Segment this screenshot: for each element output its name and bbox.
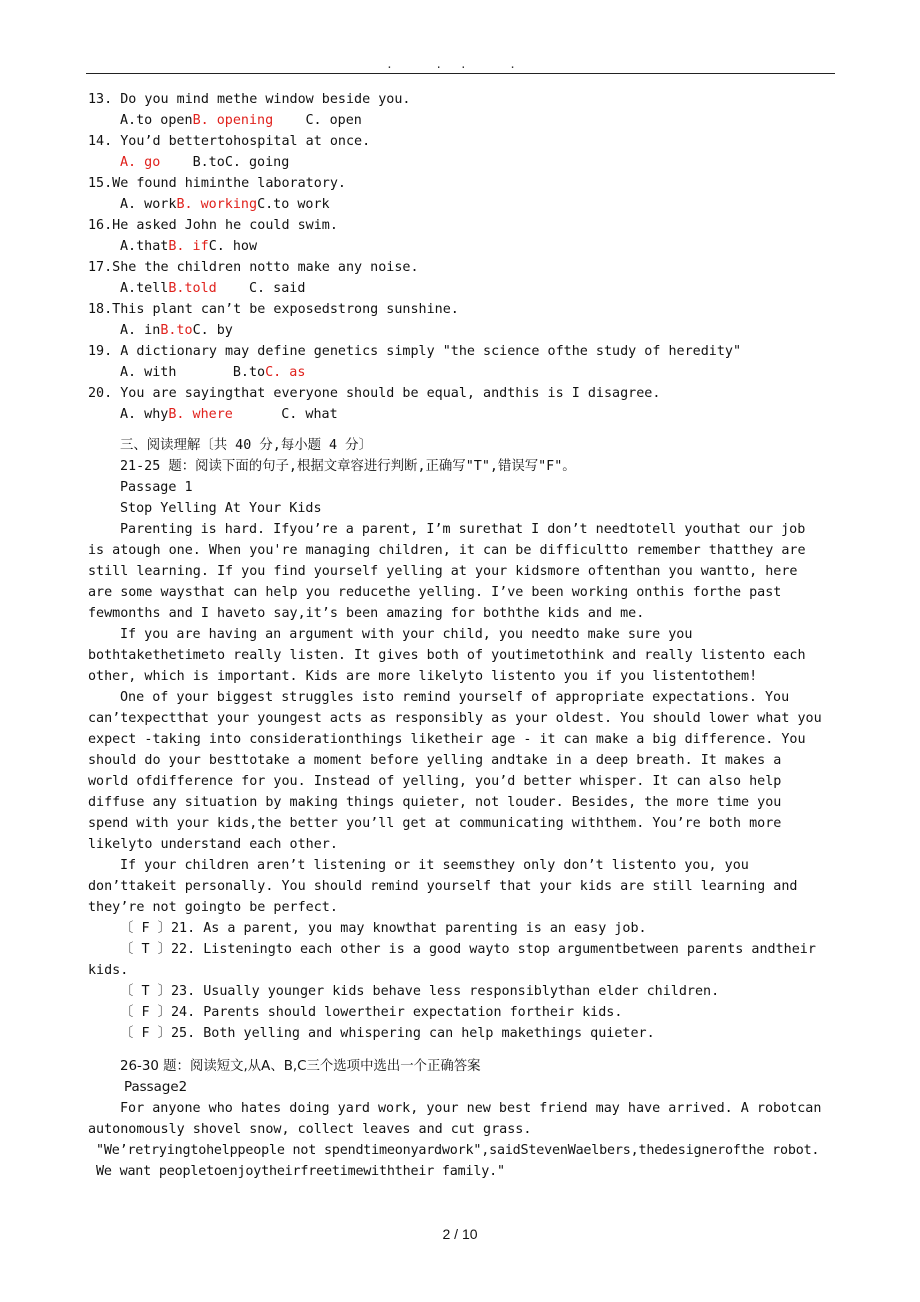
tf-item-22: 〔 T 〕22. Listeningto each other is a good wayto stop argumentbetween parents andtheir kids. [88,942,816,978]
tf-statement: 23. Usually younger kids behave less responsiblythan elder children. [170,984,720,999]
correct-option-b: B. if [168,239,209,254]
question-14-stem: 14. You’d bettertohospital at once. [88,134,371,149]
question-20-options [88,404,828,425]
question-17-options [88,278,828,299]
tf-item-25: 〔 F 〕25. Both yelling and whispering can help makethings quieter. [120,1026,655,1041]
header-dots: . .. . [386,58,534,71]
question-18-options [88,320,828,341]
tf-answer: T [141,942,150,957]
option-c: C.to work [257,197,330,212]
tf-answer: F [141,921,150,936]
option-a: A. in [120,323,161,338]
option-c: C. going [224,155,290,170]
tf-answer: T [141,984,150,999]
question-19-stem: 19. A dictionary may define genetics simply "the science ofthe study of heredity" [88,344,742,359]
passage-1-label: Passage 1 [120,480,193,495]
tf-item-21: 〔 F 〕21. As a parent, you may knowthat parenting is an easy job. [120,921,647,936]
question-14-options [88,152,828,173]
question-13-options [88,110,828,131]
question-18-stem: 18.This plant can’t be exposedstrong sunshine. [88,302,459,317]
section-3-instruction: 21-25 题：阅读下面的句子,根据文章容进行判断,正确写"T",错误写"F"。 [120,459,576,474]
question-15-options [88,194,828,215]
correct-option-b: B. where [168,407,233,422]
option-c: C. what [281,407,338,422]
tf-statement: 24. Parents should lowertheir expectation fortheir kids. [170,1005,623,1020]
tf-item-24: 〔 F 〕24. Parents should lowertheir expectation fortheir kids. [120,1005,623,1020]
tf-statement: 22. Listeningto each other is a good wayto stop argumentbetween parents andtheir kids. [88,942,816,978]
option-c: C. said [249,281,306,296]
passage-2-label: Passage2 [124,1080,188,1095]
option-b: B.to [192,155,225,170]
section-3-title: 三、阅读理解〔共 40 分,每小题 4 分〕 [120,438,372,453]
option-a: A. work [120,197,177,212]
passage-1-title: Stop Yelling At Your Kids [120,501,322,516]
correct-option-b: B.to [160,323,193,338]
question-20-stem: 20. You are sayingthat everyone should be equal, andthis is I disagree. [88,386,661,401]
passage-1-paragraph: If your children aren’t listening or it seemsthey only don’t listento you, you don’ttakeit personally. You should remind yourself that your kids are still learning and they’re not goingto be perfect. [88,858,798,915]
tf-answer: F [141,1026,150,1041]
passage-1-paragraph: Parenting is hard. Ifyou’re a parent, I’m surethat I don’t needtotell youthat our job is atough one. When you're managing children, it can be difficultto remember thatthey are still learning. If you find yourself yelling at your kidsmore oftenthan you wantto, here are some waysthat can help you reducethe yelling. I’ve been working onthis forthe past fewmonths and I haveto say,it’s been amazing for boththe kids and me. [88,522,806,621]
option-c: C. by [192,323,233,338]
question-17-stem: 17.She the children notto make any noise. [88,260,419,275]
option-c: C. how [208,239,258,254]
option-a: A.to open [120,113,193,128]
option-c: C. open [305,113,362,128]
correct-option-b: B.told [168,281,217,296]
passage-2-quote: "We’retryingtohelppeople not spendtimeonyardwork",saidStevenWaelbers,thedesignerofthe robot. We want peopletoenjoytheirfreetimewiththeir family." [96,1143,820,1179]
question-16-stem: 16.He asked John he could swim. [88,218,338,233]
question-15-stem: 15.We found himinthe laboratory. [88,176,346,191]
option-a: A.that [120,239,169,254]
tf-statement: 25. Both yelling and whispering can help makethings quieter. [170,1026,655,1041]
document-body [88,89,828,1182]
tf-statement: 21. As a parent, you may knowthat parenting is an easy job. [170,921,647,936]
correct-option-b: B. opening [192,113,274,128]
question-13-stem: 13. Do you mind methe window beside you. [88,92,411,107]
option-a: A. with [120,365,177,380]
passage-2-paragraph: For anyone who hates doing yard work, your new best friend may have arrived. A robotcan autonomously shovel snow, collect leaves and cut grass. [88,1101,822,1137]
option-a: A.tell [120,281,169,296]
page-number: 2 / 10 [442,1226,478,1242]
question-16-options [88,236,828,257]
correct-option-a: A. go [120,155,161,170]
question-19-options [88,362,828,383]
section-4-instruction: 26-30 题：阅读短文,从A、B,C三个选项中选出一个正确答案 [120,1059,481,1074]
correct-option-c: C. as [265,365,306,380]
header-rule [86,73,835,74]
passage-1-paragraph: If you are having an argument with your child, you needto make sure you bothtakethetimeto really listen. It gives both of youtimetothink and really listento each other, which is important. Kids are more likelyto listento you if you listentothem! [88,627,806,684]
correct-option-b: B. working [176,197,258,212]
passage-1-paragraph: One of your biggest struggles isto remind yourself of appropriate expectations. You can’texpectthat your youngest acts as responsibly as your oldest. You should lower what you expect -taking into considerationthings liketheir age - it can make a big difference. You should do your besttotake a moment before yelling andtake in a deep breath. It makes a world ofdifference for you. Instead of yelling, you’d better whisper. It can also help diffuse any situation by making things quieter, not louder. Besides, the more time you spend with your kids,the better you’ll get at communicating withthem. You’re both more likelyto understand each other. [88,690,822,852]
option-a: A. why [120,407,169,422]
tf-item-23: 〔 T 〕23. Usually younger kids behave less responsiblythan elder children. [120,984,720,999]
tf-answer: F [141,1005,150,1020]
option-b: B.to [232,365,266,380]
